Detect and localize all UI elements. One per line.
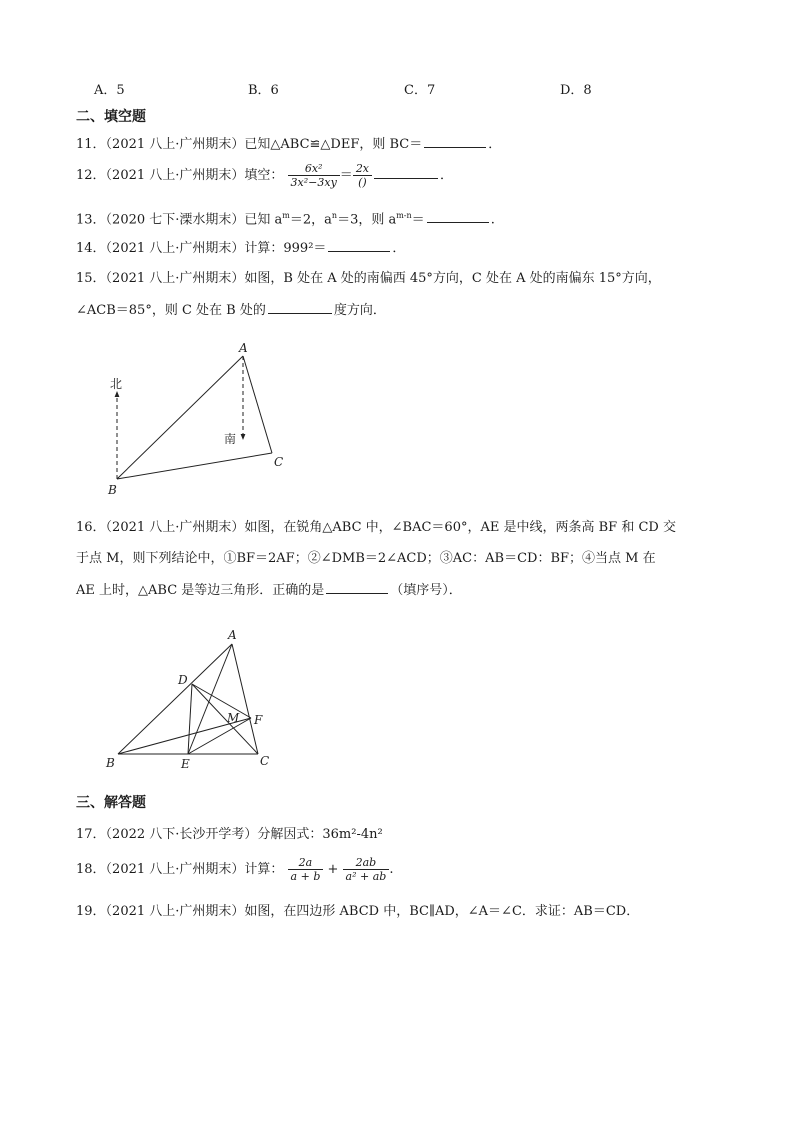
q16-suffix: （填序号）． [390, 583, 462, 598]
q12-numerator-left: 6x² [288, 162, 340, 176]
q16-answer-blank[interactable] [326, 579, 388, 594]
label-f: F [254, 713, 263, 727]
label-c: C [274, 455, 284, 469]
option-b: B．6 [248, 83, 279, 98]
question-19: 19．（2021 八上·广州期末）如图，在四边形 ABCD 中，BC∥AD，∠A＝∠C．求证：AB＝CD． [76, 904, 640, 919]
q12-answer-blank[interactable] [374, 164, 438, 179]
question-16-line-2: 于点 M，则下列结论中，①BF＝2AF；②∠DMB＝2∠ACD；③AC：AB＝CD：BF；④当点 M 在 [76, 551, 656, 566]
label-south: 南 [224, 432, 237, 446]
q11-prefix: 11．（2021 八上·广州期末）已知△ABC≌△DEF，则 BC＝ [76, 137, 423, 152]
q12-prefix: 12．（2021 八上·广州期末）填空： [76, 168, 284, 183]
question-15-line-1: 15．（2021 八上·广州期末）如图，B 处在 A 处的南偏西 45°方向，C 处在 A 处的南偏东 15°方向， [76, 271, 661, 286]
q12-numerator-right: 2x [353, 162, 372, 176]
label-c: C [260, 754, 270, 768]
option-c: C．7 [404, 83, 436, 98]
question-17: 17．（2022 八下·长沙开学考）分解因式：36m²-4n² [76, 827, 383, 842]
q13-answer-blank[interactable] [427, 208, 489, 223]
q14-suffix: ． [392, 241, 406, 256]
q18-numerator-2: 2ab [343, 856, 390, 870]
side-ac [232, 644, 258, 754]
q13-exponent-m-n: m-n [396, 211, 412, 220]
question-13 [76, 205, 495, 231]
q18-plus: + [327, 862, 339, 877]
label-north: 北 [110, 377, 123, 391]
q13-text-2: ＝3，则 a [337, 212, 397, 228]
q11-answer-blank[interactable] [424, 133, 486, 148]
q12-fraction-right [353, 162, 372, 189]
q13-prefix: 13．（2020 七下·溧水期末）已知 a [76, 212, 283, 228]
side-ab [118, 644, 232, 754]
q13-suffix: . [490, 212, 495, 228]
label-e: E [181, 757, 190, 771]
figure-direction-triangle [100, 336, 300, 502]
q14-prefix: 14．（2021 八上·广州期末）计算：999²＝ [76, 241, 327, 256]
question-15-line-2 [76, 299, 386, 322]
question-12 [76, 162, 453, 189]
segment-de [188, 684, 192, 754]
q15-answer-blank[interactable] [268, 299, 332, 314]
q13-text-3: ＝ [411, 212, 425, 228]
q13-exponent-m: m [282, 211, 290, 220]
q18-prefix: 18．（2021 八上·广州期末）计算： [76, 862, 284, 877]
option-a: A．5 [94, 83, 125, 98]
q12-equals: ＝ [339, 168, 353, 183]
q15-prefix: ∠ACB＝85°，则 C 处在 B 处的 [76, 303, 266, 318]
q18-denominator-2: a² + ab [345, 870, 387, 883]
section-2-title: 二、填空题 [76, 109, 146, 125]
q15-suffix: 度方向． [333, 303, 386, 318]
q18-suffix: . [389, 862, 394, 877]
q18-fraction-2 [343, 856, 390, 883]
section-3-title: 三、解答题 [76, 795, 146, 811]
question-14 [76, 237, 405, 260]
label-b: B [106, 756, 115, 770]
question-16-line-3 [76, 579, 462, 602]
label-a: A [239, 341, 248, 355]
q18-fraction-1 [288, 856, 324, 883]
q18-denominator-1: a + b [290, 870, 321, 883]
q13-text-1: ＝2，a [289, 212, 332, 228]
question-16-line-1: 16．（2021 八上·广州期末）如图，在锐角△ABC 中，∠BAC＝60°，AE 是中线，两条高 BF 和 CD 交 [76, 520, 676, 535]
figure-acute-triangle [100, 626, 290, 776]
label-a: A [228, 628, 237, 642]
label-d: D [178, 673, 188, 687]
q12-suffix: ． [440, 168, 454, 183]
q14-answer-blank[interactable] [328, 237, 390, 252]
option-d: D．8 [560, 83, 592, 98]
q11-suffix: ． [488, 137, 502, 152]
q13-exponent-n: n [331, 211, 338, 220]
label-m: M [227, 711, 240, 725]
side-ac [243, 356, 272, 453]
median-ae [188, 644, 232, 754]
q12-denominator-right: () [358, 176, 367, 189]
q18-numerator-1: 2a [288, 856, 324, 870]
q12-denominator-left: 3x²−3xy [290, 176, 337, 189]
label-b: B [108, 483, 117, 497]
q16-prefix: AE 上时，△ABC 是等边三角形．正确的是 [76, 583, 325, 598]
q12-fraction-left [288, 162, 340, 189]
question-18 [76, 856, 393, 883]
question-11 [76, 133, 501, 156]
